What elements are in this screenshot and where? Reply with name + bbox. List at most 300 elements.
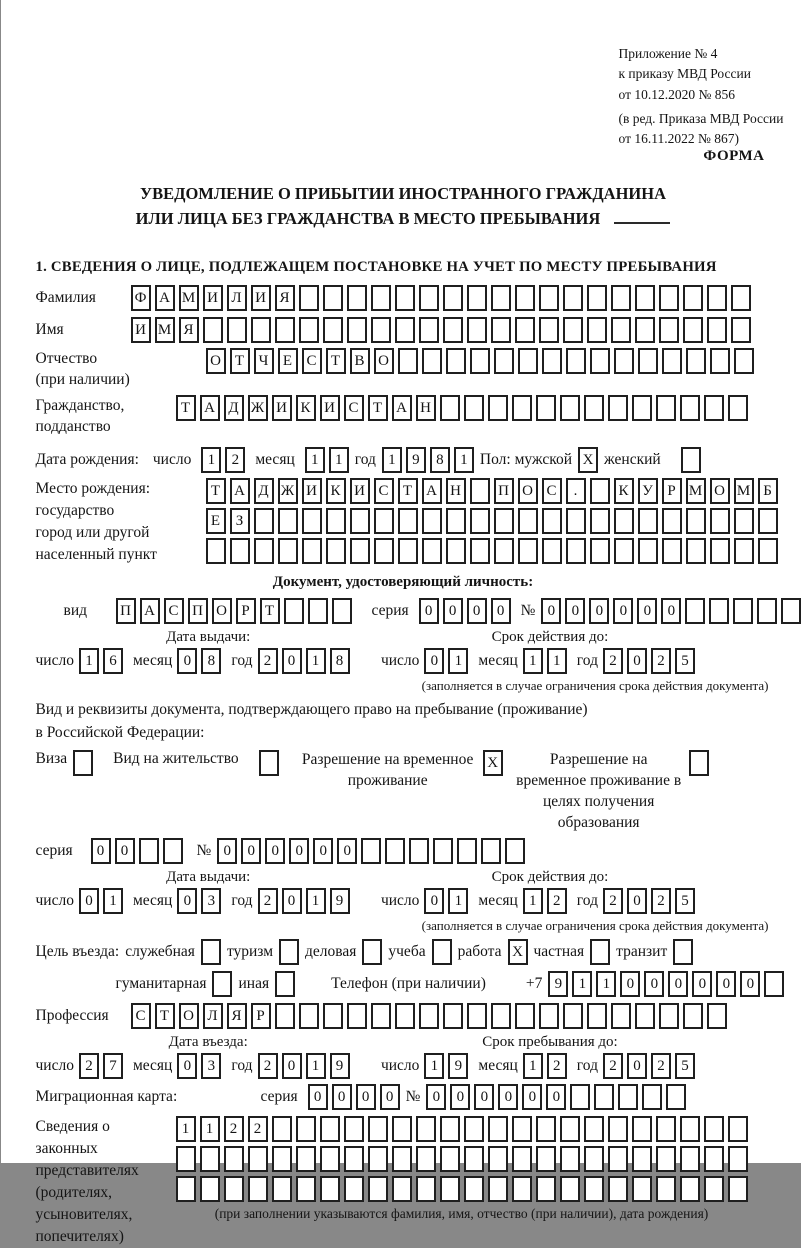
- form-cell[interactable]: [398, 538, 418, 564]
- form-cell[interactable]: [254, 508, 274, 534]
- form-cell[interactable]: [680, 1116, 700, 1142]
- form-cell[interactable]: [707, 317, 727, 343]
- form-cell[interactable]: [611, 317, 631, 343]
- form-cell[interactable]: [536, 1176, 556, 1202]
- form-cell[interactable]: [781, 598, 801, 624]
- form-cell[interactable]: [326, 508, 346, 534]
- form-cell[interactable]: [398, 348, 418, 374]
- form-cell[interactable]: З: [230, 508, 250, 534]
- form-cell[interactable]: [368, 1116, 388, 1142]
- form-cell[interactable]: 2: [547, 1053, 567, 1079]
- form-cell[interactable]: [347, 1003, 367, 1029]
- form-cell[interactable]: К: [614, 478, 634, 504]
- form-cell[interactable]: В: [350, 348, 370, 374]
- form-cell[interactable]: [734, 508, 754, 534]
- form-cell[interactable]: 0: [627, 888, 647, 914]
- form-cell[interactable]: [419, 1003, 439, 1029]
- form-cell[interactable]: [587, 285, 607, 311]
- form-cell[interactable]: 0: [289, 838, 309, 864]
- form-cell[interactable]: 0: [627, 1053, 647, 1079]
- form-cell[interactable]: К: [326, 478, 346, 504]
- form-cell[interactable]: 2: [603, 1053, 623, 1079]
- form-cell[interactable]: 0: [424, 888, 444, 914]
- form-cell[interactable]: 5: [675, 888, 695, 914]
- form-cell[interactable]: 0: [282, 1053, 302, 1079]
- purpose-business-checkbox[interactable]: [362, 939, 382, 965]
- form-cell[interactable]: [685, 598, 705, 624]
- form-cell[interactable]: [594, 1084, 614, 1110]
- form-cell[interactable]: [536, 1146, 556, 1172]
- form-cell[interactable]: И: [350, 478, 370, 504]
- form-cell[interactable]: [272, 1146, 292, 1172]
- form-cell[interactable]: 1: [200, 1116, 220, 1142]
- form-cell[interactable]: 0: [337, 838, 357, 864]
- form-cell[interactable]: [710, 538, 730, 564]
- purpose-study-checkbox[interactable]: [432, 939, 452, 965]
- form-cell[interactable]: [470, 348, 490, 374]
- form-cell[interactable]: 1: [448, 888, 468, 914]
- form-cell[interactable]: [683, 285, 703, 311]
- form-cell[interactable]: [686, 348, 706, 374]
- form-cell[interactable]: 0: [692, 971, 712, 997]
- form-cell[interactable]: 1: [454, 447, 474, 473]
- form-cell[interactable]: А: [140, 598, 160, 624]
- form-cell[interactable]: [176, 1146, 196, 1172]
- purpose-private-checkbox[interactable]: [590, 939, 610, 965]
- form-cell[interactable]: 1: [176, 1116, 196, 1142]
- form-cell[interactable]: [614, 348, 634, 374]
- form-cell[interactable]: [176, 1176, 196, 1202]
- form-cell[interactable]: [632, 395, 652, 421]
- form-cell[interactable]: [683, 1003, 703, 1029]
- form-cell[interactable]: 1: [523, 888, 543, 914]
- form-cell[interactable]: 1: [523, 1053, 543, 1079]
- form-cell[interactable]: [416, 1146, 436, 1172]
- form-cell[interactable]: О: [374, 348, 394, 374]
- form-cell[interactable]: [608, 1146, 628, 1172]
- purpose-humanitarian-checkbox[interactable]: [212, 971, 232, 997]
- form-cell[interactable]: 0: [613, 598, 633, 624]
- form-cell[interactable]: [392, 1176, 412, 1202]
- form-cell[interactable]: [299, 1003, 319, 1029]
- form-cell[interactable]: 2: [651, 648, 671, 674]
- sex-female-checkbox[interactable]: [681, 447, 701, 473]
- form-cell[interactable]: 2: [258, 648, 278, 674]
- form-cell[interactable]: [440, 1146, 460, 1172]
- form-cell[interactable]: [536, 395, 556, 421]
- form-cell[interactable]: М: [155, 317, 175, 343]
- form-cell[interactable]: [422, 508, 442, 534]
- form-cell[interactable]: [488, 395, 508, 421]
- form-cell[interactable]: 2: [224, 1116, 244, 1142]
- form-cell[interactable]: [422, 538, 442, 564]
- form-cell[interactable]: [635, 1003, 655, 1029]
- form-cell[interactable]: [443, 1003, 463, 1029]
- form-cell[interactable]: 0: [332, 1084, 352, 1110]
- form-cell[interactable]: [326, 538, 346, 564]
- form-cell[interactable]: [505, 838, 525, 864]
- form-cell[interactable]: [728, 395, 748, 421]
- form-cell[interactable]: М: [686, 478, 706, 504]
- form-cell[interactable]: [709, 598, 729, 624]
- form-cell[interactable]: Т: [176, 395, 196, 421]
- form-cell[interactable]: [518, 538, 538, 564]
- form-cell[interactable]: [446, 508, 466, 534]
- form-cell[interactable]: 1: [306, 888, 326, 914]
- form-cell[interactable]: [608, 395, 628, 421]
- form-cell[interactable]: [632, 1146, 652, 1172]
- form-cell[interactable]: 0: [565, 598, 585, 624]
- form-cell[interactable]: Т: [326, 348, 346, 374]
- form-cell[interactable]: [683, 317, 703, 343]
- form-cell[interactable]: 0: [620, 971, 640, 997]
- form-cell[interactable]: [608, 1176, 628, 1202]
- form-cell[interactable]: [632, 1176, 652, 1202]
- form-cell[interactable]: [419, 317, 439, 343]
- form-cell[interactable]: [296, 1176, 316, 1202]
- form-cell[interactable]: П: [188, 598, 208, 624]
- form-cell[interactable]: [656, 395, 676, 421]
- form-cell[interactable]: Ж: [248, 395, 268, 421]
- form-cell[interactable]: [494, 508, 514, 534]
- form-cell[interactable]: 0: [265, 838, 285, 864]
- form-cell[interactable]: [275, 1003, 295, 1029]
- form-cell[interactable]: [590, 508, 610, 534]
- form-cell[interactable]: [344, 1116, 364, 1142]
- form-cell[interactable]: 0: [380, 1084, 400, 1110]
- form-cell[interactable]: [536, 1116, 556, 1142]
- form-cell[interactable]: [618, 1084, 638, 1110]
- form-cell[interactable]: [464, 1176, 484, 1202]
- form-cell[interactable]: [320, 1116, 340, 1142]
- form-cell[interactable]: Ж: [278, 478, 298, 504]
- form-cell[interactable]: [433, 838, 453, 864]
- form-cell[interactable]: [515, 317, 535, 343]
- form-cell[interactable]: У: [638, 478, 658, 504]
- form-cell[interactable]: [539, 317, 559, 343]
- form-cell[interactable]: [446, 348, 466, 374]
- form-cell[interactable]: 1: [572, 971, 592, 997]
- form-cell[interactable]: 2: [79, 1053, 99, 1079]
- form-cell[interactable]: [560, 1146, 580, 1172]
- form-cell[interactable]: [632, 1116, 652, 1142]
- rvp-education-checkbox[interactable]: [689, 750, 709, 776]
- form-cell[interactable]: [200, 1176, 220, 1202]
- form-cell[interactable]: А: [392, 395, 412, 421]
- form-cell[interactable]: [416, 1116, 436, 1142]
- form-cell[interactable]: [230, 538, 250, 564]
- form-cell[interactable]: [590, 478, 610, 504]
- form-cell[interactable]: 0: [716, 971, 736, 997]
- form-cell[interactable]: 0: [668, 971, 688, 997]
- form-cell[interactable]: О: [710, 478, 730, 504]
- form-cell[interactable]: 8: [430, 447, 450, 473]
- form-cell[interactable]: 1: [103, 888, 123, 914]
- form-cell[interactable]: [539, 285, 559, 311]
- form-cell[interactable]: [368, 1176, 388, 1202]
- form-cell[interactable]: 0: [589, 598, 609, 624]
- form-cell[interactable]: Т: [230, 348, 250, 374]
- form-cell[interactable]: О: [206, 348, 226, 374]
- form-cell[interactable]: [587, 1003, 607, 1029]
- form-cell[interactable]: Д: [224, 395, 244, 421]
- form-cell[interactable]: [638, 508, 658, 534]
- form-cell[interactable]: М: [179, 285, 199, 311]
- form-cell[interactable]: [284, 598, 304, 624]
- form-cell[interactable]: Р: [236, 598, 256, 624]
- form-cell[interactable]: [560, 1116, 580, 1142]
- form-cell[interactable]: Я: [227, 1003, 247, 1029]
- form-cell[interactable]: И: [272, 395, 292, 421]
- form-cell[interactable]: [656, 1146, 676, 1172]
- form-cell[interactable]: [385, 838, 405, 864]
- form-cell[interactable]: [707, 285, 727, 311]
- form-cell[interactable]: [224, 1176, 244, 1202]
- form-cell[interactable]: [296, 1146, 316, 1172]
- form-cell[interactable]: [731, 317, 751, 343]
- form-cell[interactable]: 5: [675, 648, 695, 674]
- form-cell[interactable]: П: [494, 478, 514, 504]
- form-cell[interactable]: [733, 598, 753, 624]
- form-cell[interactable]: 0: [79, 888, 99, 914]
- form-cell[interactable]: [302, 538, 322, 564]
- form-cell[interactable]: [560, 395, 580, 421]
- form-cell[interactable]: [659, 285, 679, 311]
- form-cell[interactable]: [734, 348, 754, 374]
- form-cell[interactable]: [659, 1003, 679, 1029]
- form-cell[interactable]: [731, 285, 751, 311]
- form-cell[interactable]: [491, 317, 511, 343]
- form-cell[interactable]: Т: [206, 478, 226, 504]
- form-cell[interactable]: [361, 838, 381, 864]
- form-cell[interactable]: [275, 317, 295, 343]
- form-cell[interactable]: 0: [177, 888, 197, 914]
- form-cell[interactable]: [587, 317, 607, 343]
- form-cell[interactable]: 0: [313, 838, 333, 864]
- form-cell[interactable]: 2: [603, 648, 623, 674]
- form-cell[interactable]: 2: [651, 1053, 671, 1079]
- form-cell[interactable]: [491, 1003, 511, 1029]
- form-cell[interactable]: [467, 1003, 487, 1029]
- form-cell[interactable]: 0: [740, 971, 760, 997]
- form-cell[interactable]: [464, 395, 484, 421]
- form-cell[interactable]: [614, 508, 634, 534]
- form-cell[interactable]: И: [203, 285, 223, 311]
- form-cell[interactable]: 1: [306, 1053, 326, 1079]
- form-cell[interactable]: [371, 1003, 391, 1029]
- form-cell[interactable]: [758, 508, 778, 534]
- form-cell[interactable]: [728, 1116, 748, 1142]
- form-cell[interactable]: [464, 1116, 484, 1142]
- form-cell[interactable]: [467, 285, 487, 311]
- form-cell[interactable]: [542, 348, 562, 374]
- form-cell[interactable]: [398, 508, 418, 534]
- form-cell[interactable]: [662, 538, 682, 564]
- form-cell[interactable]: [584, 1116, 604, 1142]
- form-cell[interactable]: [563, 285, 583, 311]
- form-cell[interactable]: Т: [398, 478, 418, 504]
- form-cell[interactable]: [278, 508, 298, 534]
- form-cell[interactable]: [206, 538, 226, 564]
- form-cell[interactable]: А: [155, 285, 175, 311]
- form-cell[interactable]: 7: [103, 1053, 123, 1079]
- form-cell[interactable]: И: [251, 285, 271, 311]
- form-cell[interactable]: [704, 395, 724, 421]
- form-cell[interactable]: [470, 478, 490, 504]
- form-cell[interactable]: Е: [278, 348, 298, 374]
- form-cell[interactable]: [272, 1176, 292, 1202]
- form-cell[interactable]: [608, 1116, 628, 1142]
- form-cell[interactable]: [494, 538, 514, 564]
- form-cell[interactable]: [446, 538, 466, 564]
- form-cell[interactable]: М: [734, 478, 754, 504]
- form-cell[interactable]: [251, 317, 271, 343]
- purpose-work-checkbox[interactable]: X: [508, 939, 528, 965]
- form-cell[interactable]: 0: [498, 1084, 518, 1110]
- form-cell[interactable]: [566, 538, 586, 564]
- form-cell[interactable]: [395, 317, 415, 343]
- form-cell[interactable]: 1: [382, 447, 402, 473]
- form-cell[interactable]: Н: [416, 395, 436, 421]
- form-cell[interactable]: 0: [522, 1084, 542, 1110]
- form-cell[interactable]: [464, 1146, 484, 1172]
- form-cell[interactable]: С: [302, 348, 322, 374]
- form-cell[interactable]: 1: [329, 447, 349, 473]
- form-cell[interactable]: [635, 285, 655, 311]
- form-cell[interactable]: [440, 1176, 460, 1202]
- form-cell[interactable]: 0: [356, 1084, 376, 1110]
- form-cell[interactable]: [440, 1116, 460, 1142]
- form-cell[interactable]: [344, 1146, 364, 1172]
- form-cell[interactable]: Ф: [131, 285, 151, 311]
- form-cell[interactable]: 5: [675, 1053, 695, 1079]
- form-cell[interactable]: 0: [627, 648, 647, 674]
- form-cell[interactable]: [248, 1176, 268, 1202]
- form-cell[interactable]: Б: [758, 478, 778, 504]
- form-cell[interactable]: [299, 285, 319, 311]
- form-cell[interactable]: [392, 1116, 412, 1142]
- form-cell[interactable]: О: [518, 478, 538, 504]
- form-cell[interactable]: [515, 1003, 535, 1029]
- form-cell[interactable]: [344, 1176, 364, 1202]
- form-cell[interactable]: [704, 1176, 724, 1202]
- visa-checkbox[interactable]: [73, 750, 93, 776]
- form-cell[interactable]: Ч: [254, 348, 274, 374]
- form-cell[interactable]: [614, 538, 634, 564]
- form-cell[interactable]: [278, 538, 298, 564]
- form-cell[interactable]: [163, 838, 183, 864]
- form-cell[interactable]: 9: [330, 888, 350, 914]
- form-cell[interactable]: [374, 538, 394, 564]
- form-cell[interactable]: [758, 538, 778, 564]
- form-cell[interactable]: [560, 1176, 580, 1202]
- form-cell[interactable]: [584, 1146, 604, 1172]
- form-cell[interactable]: [635, 317, 655, 343]
- form-cell[interactable]: Я: [179, 317, 199, 343]
- form-cell[interactable]: [488, 1116, 508, 1142]
- form-cell[interactable]: 9: [406, 447, 426, 473]
- form-cell[interactable]: [224, 1146, 244, 1172]
- form-cell[interactable]: 1: [424, 1053, 444, 1079]
- form-cell[interactable]: О: [179, 1003, 199, 1029]
- form-cell[interactable]: [518, 348, 538, 374]
- form-cell[interactable]: [467, 317, 487, 343]
- form-cell[interactable]: [584, 1176, 604, 1202]
- form-cell[interactable]: Р: [251, 1003, 271, 1029]
- form-cell[interactable]: [371, 317, 391, 343]
- form-cell[interactable]: [320, 1146, 340, 1172]
- form-cell[interactable]: [656, 1116, 676, 1142]
- form-cell[interactable]: [542, 508, 562, 534]
- form-cell[interactable]: [227, 317, 247, 343]
- form-cell[interactable]: 9: [330, 1053, 350, 1079]
- form-cell[interactable]: [680, 395, 700, 421]
- form-cell[interactable]: К: [296, 395, 316, 421]
- form-cell[interactable]: 0: [217, 838, 237, 864]
- form-cell[interactable]: [443, 285, 463, 311]
- form-cell[interactable]: [590, 538, 610, 564]
- form-cell[interactable]: [395, 285, 415, 311]
- form-cell[interactable]: [392, 1146, 412, 1172]
- form-cell[interactable]: [704, 1116, 724, 1142]
- form-cell[interactable]: 0: [424, 648, 444, 674]
- form-cell[interactable]: 8: [201, 648, 221, 674]
- form-cell[interactable]: С: [542, 478, 562, 504]
- form-cell[interactable]: [542, 538, 562, 564]
- form-cell[interactable]: [686, 538, 706, 564]
- form-cell[interactable]: 3: [201, 1053, 221, 1079]
- form-cell[interactable]: 9: [448, 1053, 468, 1079]
- form-cell[interactable]: [757, 598, 777, 624]
- form-cell[interactable]: [203, 317, 223, 343]
- form-cell[interactable]: 2: [603, 888, 623, 914]
- form-cell[interactable]: 0: [115, 838, 135, 864]
- form-cell[interactable]: С: [374, 478, 394, 504]
- form-cell[interactable]: 0: [450, 1084, 470, 1110]
- form-cell[interactable]: [656, 1176, 676, 1202]
- form-cell[interactable]: [308, 598, 328, 624]
- form-cell[interactable]: [512, 395, 532, 421]
- form-cell[interactable]: [518, 508, 538, 534]
- form-cell[interactable]: Т: [155, 1003, 175, 1029]
- form-cell[interactable]: [488, 1176, 508, 1202]
- form-cell[interactable]: [470, 508, 490, 534]
- form-cell[interactable]: И: [320, 395, 340, 421]
- form-cell[interactable]: 0: [282, 648, 302, 674]
- form-cell[interactable]: [457, 838, 477, 864]
- form-cell[interactable]: [272, 1116, 292, 1142]
- form-cell[interactable]: И: [302, 478, 322, 504]
- form-cell[interactable]: 6: [103, 648, 123, 674]
- form-cell[interactable]: [350, 508, 370, 534]
- form-cell[interactable]: 1: [596, 971, 616, 997]
- form-cell[interactable]: [710, 348, 730, 374]
- form-cell[interactable]: [566, 508, 586, 534]
- form-cell[interactable]: [302, 508, 322, 534]
- form-cell[interactable]: Д: [254, 478, 274, 504]
- form-cell[interactable]: [254, 538, 274, 564]
- form-cell[interactable]: [371, 285, 391, 311]
- form-cell[interactable]: 0: [426, 1084, 446, 1110]
- form-cell[interactable]: 0: [541, 598, 561, 624]
- form-cell[interactable]: 0: [177, 1053, 197, 1079]
- form-cell[interactable]: 0: [644, 971, 664, 997]
- form-cell[interactable]: [539, 1003, 559, 1029]
- purpose-official-checkbox[interactable]: [201, 939, 221, 965]
- form-cell[interactable]: 0: [443, 598, 463, 624]
- form-cell[interactable]: [416, 1176, 436, 1202]
- form-cell[interactable]: [710, 508, 730, 534]
